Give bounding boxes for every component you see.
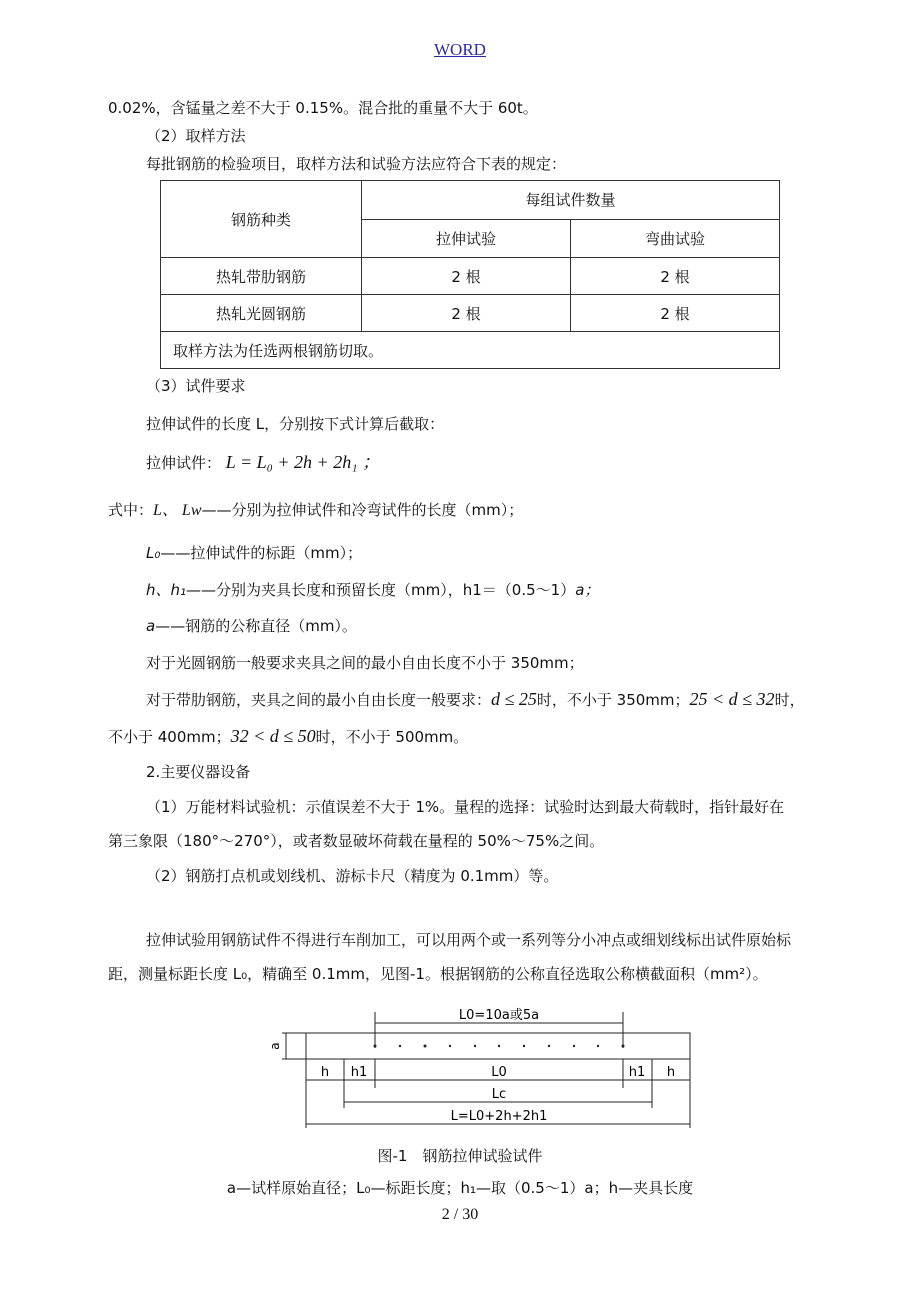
label-h1-left: h1	[350, 1065, 368, 1080]
paragraph-composition: 0.02%，含锰量之差不大于 0.15%。混合批的重量不大于 60t。	[108, 99, 538, 117]
table-cell-bend: 2 根	[571, 295, 780, 332]
table-cell-tensile: 2 根	[362, 258, 571, 295]
ribbed-math-2: 25 < d ≤ 32	[689, 689, 775, 709]
ribbed-text-c: 时，	[774, 691, 805, 709]
table-row	[161, 295, 780, 332]
label-gauge-length: L0=10a或5a	[458, 1008, 540, 1023]
where-prefix: 式中：	[108, 501, 154, 519]
paragraph-prep-1: 拉伸试验用钢筋试件不得进行车削加工，可以用两个或一系列等分小冲点或细划线标出试件原始标	[146, 931, 792, 949]
table-header-kind: 钢筋种类	[161, 181, 362, 258]
paragraph-ribbed-bar	[146, 689, 805, 710]
ribbed2-text-a: 不小于 400mm；	[108, 728, 231, 746]
paragraph-ribbed-bar-cont	[108, 726, 468, 747]
label-h1-right: h1	[628, 1065, 646, 1080]
where-line	[108, 500, 523, 521]
def-a-text: ——钢筋的公称直径（mm）。	[155, 617, 357, 635]
ribbed2-math: 32 < d ≤ 50	[230, 726, 316, 746]
paragraph-prep-2: 距，测量标距长度 L₀，精确至 0.1mm，见图-1。根据钢筋的公称直径选取公称横截面积（mm²）。	[108, 965, 768, 983]
definition-L0	[146, 543, 362, 563]
table-cell-kind: 热轧带肋钢筋	[161, 258, 362, 295]
table-header-group: 每组试件数量	[362, 181, 780, 220]
table-row	[161, 258, 780, 295]
def-h-tail: a；	[575, 581, 600, 599]
punch-marks	[374, 1045, 625, 1048]
figure-legend: a—试样原始直径；L₀—标距长度；h₁—取（0.5～1）a；h—夹具长度	[226, 1179, 694, 1197]
table-note: 取样方法为任选两根钢筋切取。	[161, 332, 780, 369]
label-L0: L0	[491, 1065, 507, 1080]
page-header-title[interactable]: WORD	[434, 40, 486, 59]
specimen-diagram	[262, 1000, 702, 1132]
ribbed-math-1: d ≤ 25	[491, 689, 537, 709]
paragraph-inspection-items: 每批钢筋的检验项目，取样方法和试验方法应符合下表的规定：	[146, 155, 567, 173]
formula-expression: L = L₀ + 2h + 2h₁ ；	[225, 452, 380, 472]
label-Lc: Lc	[491, 1087, 507, 1102]
ribbed2-text-b: 时，不小于 500mm。	[315, 728, 469, 746]
label-h-right: h	[666, 1065, 676, 1080]
label-h-left: h	[320, 1065, 330, 1080]
label-total-length: L=L0+2h+2h1	[450, 1109, 548, 1124]
paragraph-length-intro: 拉伸试件的长度 L，分别按下式计算后截取：	[146, 415, 445, 433]
page-number: 2 / 30	[441, 1206, 479, 1223]
def-L0-text: ——拉伸试件的标距（mm）；	[160, 544, 363, 562]
table-header-tensile: 拉伸试验	[362, 219, 571, 258]
formula-label: 拉伸试件：	[146, 454, 222, 472]
heading-equipment: 2.主要仪器设备	[146, 763, 251, 781]
definition-h	[146, 580, 599, 600]
heading-sampling-method: （2）取样方法	[146, 127, 246, 145]
var-h: h、h₁	[146, 581, 187, 599]
paragraph-equipment-1a: （1）万能材料试验机：示值误差不大于 1%。量程的选择：试验时达到最大荷载时，指针最好在	[146, 798, 785, 816]
table-cell-bend: 2 根	[571, 258, 780, 295]
ribbed-text-a: 对于带肋钢筋，夹具之间的最小自由长度一般要求：	[146, 691, 492, 709]
ribbed-text-b: 时，不小于 350mm；	[536, 691, 690, 709]
label-diameter: a	[268, 1042, 282, 1050]
paragraph-equipment-1b: 第三象限（180°～270°），或者数显破坏荷载在量程的 50%～75%之间。	[108, 832, 605, 850]
figure-caption: 图-1 钢筋拉伸试验试件	[377, 1147, 543, 1165]
formula-line	[146, 452, 380, 473]
table-cell-tensile: 2 根	[362, 295, 571, 332]
sampling-table	[160, 180, 780, 369]
var-a: a	[146, 617, 156, 635]
where-vars: L、 Lw	[153, 502, 202, 519]
heading-specimen-requirements: （3）试件要求	[146, 377, 246, 395]
def-h-text: ——分别为夹具长度和预留长度（mm），h1＝（0.5～1）	[186, 581, 576, 599]
table-header-bend: 弯曲试验	[571, 219, 780, 258]
where-text: ——分别为拉伸试件和冷弯试件的长度（mm）；	[201, 501, 524, 519]
table-cell-kind: 热轧光圆钢筋	[161, 295, 362, 332]
var-L0: L₀	[146, 544, 161, 562]
definition-a	[146, 616, 357, 636]
paragraph-round-bar: 对于光圆钢筋一般要求夹具之间的最小自由长度不小于 350mm；	[146, 654, 584, 672]
paragraph-equipment-2: （2）钢筋打点机或划线机、游标卡尺（精度为 0.1mm）等。	[146, 867, 559, 885]
